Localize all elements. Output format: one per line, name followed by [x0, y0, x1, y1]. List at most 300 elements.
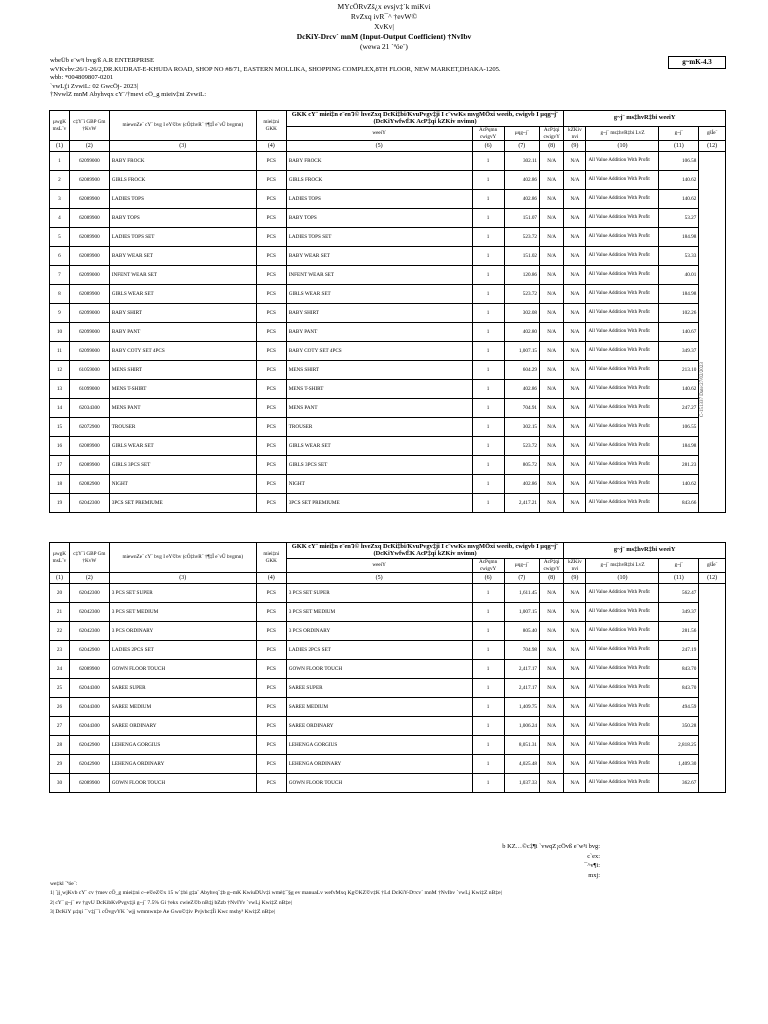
- row-unit: PCS: [256, 418, 286, 437]
- row-hs-code: 62089900: [69, 228, 109, 247]
- row-price: 523.72: [504, 228, 539, 247]
- row-product-name: TROUSER: [109, 418, 256, 437]
- col-num: (4): [256, 141, 286, 152]
- row-price: 402.86: [504, 171, 539, 190]
- table-row: [50, 361, 726, 380]
- row-hs-code: 62099000: [69, 152, 109, 171]
- row-percent: N/A: [564, 660, 586, 679]
- row-price: 704.98: [504, 641, 539, 660]
- row-waste: N/A: [540, 475, 564, 494]
- company-name: wbeÜb e¨w³i bvg/ß A.R ENTERPRISE: [50, 57, 154, 64]
- row-input-name: SAREE SUPER: [286, 679, 472, 698]
- govt-title: MYcÖRvZš¿x evsjv‡`k miKvi: [337, 2, 431, 11]
- row-hs-code: 61099000: [69, 380, 109, 399]
- row-percent: N/A: [564, 755, 586, 774]
- row-input-name: 3PCS SET PREMIUME: [286, 494, 472, 513]
- side-print-code: C-151337 Date:27/02/2023: [700, 362, 705, 417]
- row-hs-code: 62089900: [69, 247, 109, 266]
- row-percent: N/A: [564, 323, 586, 342]
- row-value: 184.98: [659, 285, 699, 304]
- note-item: 3| DcKiY µ‡qi `¨v‡j¨¨i cÖvgvYK `wjj wmmwn‡e Ae Gwu©‡iv Pvjvbc‡Îi Kwc mshy³ Kwi‡Z nB‡e|: [50, 909, 275, 916]
- row-waste: N/A: [540, 247, 564, 266]
- row-value: 494.59: [659, 698, 699, 717]
- col-num: (3): [109, 141, 256, 152]
- row-hs-code: 62089900: [69, 209, 109, 228]
- row-va-head: All Value Addition With Profit: [586, 266, 659, 285]
- row-percent: N/A: [564, 152, 586, 171]
- submission-date: `vwLj¦i ZvwiL: 02 GwcÖj- 2023|: [50, 82, 138, 90]
- th-supply-unit: miei‡ni GKK: [256, 543, 286, 573]
- row-percent: N/A: [564, 698, 586, 717]
- signature-label: ¯^v¶i:: [584, 862, 600, 869]
- row-value: 102.26: [659, 304, 699, 323]
- row-percent: N/A: [564, 247, 586, 266]
- row-unit: PCS: [256, 584, 286, 603]
- row-price: 302.15: [504, 418, 539, 437]
- col-num: (11): [659, 141, 699, 152]
- th-percent: kZKiv nvi: [564, 127, 586, 141]
- row-input-name: GIRLS WEAR SET: [286, 437, 472, 456]
- row-value: 140.62: [659, 190, 699, 209]
- row-qty: 1: [472, 660, 504, 679]
- row-product-name: GIRLS FROCK: [109, 171, 256, 190]
- th-input-group: GKK cY¨ miei‡n e¨enว© hveZxq DcKi‡bi/KvuPvgv‡ji I c¨vwKs mvgMÖxi weeib, cwigvb I µqg~j¨ (DcKiYwfwËK AcP‡qi kZKiv nvimn): [286, 543, 564, 559]
- row-qty: 1: [472, 736, 504, 755]
- row-qty: 1: [472, 380, 504, 399]
- col-num: (5): [286, 573, 472, 584]
- table-row: [50, 736, 726, 755]
- row-qty: 1: [472, 698, 504, 717]
- row-va-head: All Value Addition With Profit: [586, 494, 659, 513]
- row-qty: 1: [472, 285, 504, 304]
- designation-label: c`ex:: [587, 852, 600, 860]
- row-va-head: All Value Addition With Profit: [586, 285, 659, 304]
- row-price: 402.86: [504, 190, 539, 209]
- col-num: (10): [586, 141, 659, 152]
- row-input-name: GOWN FLOOR TOUCH: [286, 660, 472, 679]
- row-input-name: 3 PCS SET SUPER: [286, 584, 472, 603]
- row-serial: 5: [50, 228, 70, 247]
- table-row: [50, 190, 726, 209]
- row-product-name: INFENT WEAR SET: [109, 266, 256, 285]
- row-waste: N/A: [540, 323, 564, 342]
- row-serial: 17: [50, 456, 70, 475]
- row-va-head: All Value Addition With Profit: [586, 755, 659, 774]
- th-va-head: g~j¨ ms‡hvR‡bi LvZ: [586, 559, 659, 573]
- row-serial: 10: [50, 323, 70, 342]
- row-price: 302.08: [504, 304, 539, 323]
- row-va-head: All Value Addition With Profit: [586, 641, 659, 660]
- row-value: 213.10: [659, 361, 699, 380]
- row-unit: PCS: [256, 622, 286, 641]
- row-serial: 25: [50, 679, 70, 698]
- row-input-name: GOWN FLOOR TOUCH: [286, 774, 472, 793]
- row-value: 349.37: [659, 603, 699, 622]
- row-serial: 19: [50, 494, 70, 513]
- row-product-name: BABY FROCK: [109, 152, 256, 171]
- row-product-name: LEHENGA GORGIUS: [109, 736, 256, 755]
- table-row: [50, 456, 726, 475]
- row-value: 1,409.30: [659, 755, 699, 774]
- row-waste: N/A: [540, 171, 564, 190]
- row-hs-code: 62082900: [69, 475, 109, 494]
- row-input-name: GIRLS 3PCS SET: [286, 456, 472, 475]
- row-waste: N/A: [540, 190, 564, 209]
- th-serial: µwgK msL¨v: [50, 111, 70, 141]
- row-unit: PCS: [256, 494, 286, 513]
- row-serial: 9: [50, 304, 70, 323]
- table-row: [50, 418, 726, 437]
- row-price: 2,417.17: [504, 679, 539, 698]
- row-price: 302.11: [504, 152, 539, 171]
- coefficient-table-2: [49, 542, 726, 793]
- row-waste: N/A: [540, 152, 564, 171]
- row-product-name: 3 PCS SET MEDIUM: [109, 603, 256, 622]
- row-serial: 6: [50, 247, 70, 266]
- table-1-body: [50, 152, 726, 513]
- row-qty: 1: [472, 190, 504, 209]
- row-input-name: BABY TOPS: [286, 209, 472, 228]
- row-value: 40.01: [659, 266, 699, 285]
- row-percent: N/A: [564, 437, 586, 456]
- row-price: 1,006.24: [504, 717, 539, 736]
- col-num: (2): [69, 573, 109, 584]
- row-product-name: 3PCS SET PREMIUME: [109, 494, 256, 513]
- row-serial: 20: [50, 584, 70, 603]
- company-info: [50, 57, 501, 100]
- row-va-head: All Value Addition With Profit: [586, 399, 659, 418]
- row-waste: N/A: [540, 679, 564, 698]
- th-hs-code: c‡Y¨i GBP Gm †KvW: [69, 111, 109, 141]
- row-waste: N/A: [540, 660, 564, 679]
- row-unit: PCS: [256, 755, 286, 774]
- row-waste: N/A: [540, 285, 564, 304]
- row-waste: N/A: [540, 603, 564, 622]
- table-row: [50, 774, 726, 793]
- row-product-name: GIRLS WEAR SET: [109, 437, 256, 456]
- row-value: 184.98: [659, 228, 699, 247]
- row-value: 140.62: [659, 380, 699, 399]
- th-waste-qty: AcP‡qi cwigvY: [540, 559, 564, 573]
- row-qty: 1: [472, 475, 504, 494]
- th-serial: µwgK msL¨v: [50, 543, 70, 573]
- row-hs-code: 62089900: [69, 190, 109, 209]
- row-input-name: MENS T-SHIRT: [286, 380, 472, 399]
- row-price: 1,611.45: [504, 584, 539, 603]
- seal-label: mxj:: [588, 871, 600, 879]
- col-num: (9): [564, 141, 586, 152]
- row-input-name: SAREE MEDIUM: [286, 698, 472, 717]
- row-qty: 1: [472, 755, 504, 774]
- row-hs-code: 62089900: [69, 437, 109, 456]
- row-unit: PCS: [256, 641, 286, 660]
- row-percent: N/A: [564, 717, 586, 736]
- table-row: [50, 209, 726, 228]
- row-qty: 1: [472, 171, 504, 190]
- row-qty: 1: [472, 774, 504, 793]
- row-qty: 1: [472, 361, 504, 380]
- form-title: DcKiY-Drcv` mnM (Input-Output Coefficient) †NvIbv: [296, 32, 472, 41]
- row-unit: PCS: [256, 717, 286, 736]
- row-percent: N/A: [564, 584, 586, 603]
- row-value: 247.19: [659, 641, 699, 660]
- row-waste: N/A: [540, 755, 564, 774]
- col-num: (5): [286, 141, 472, 152]
- row-hs-code: 62099000: [69, 304, 109, 323]
- row-input-name: LADIES TOPS: [286, 190, 472, 209]
- row-percent: N/A: [564, 171, 586, 190]
- row-value: 106.55: [659, 418, 699, 437]
- row-input-name: MENS PANT: [286, 399, 472, 418]
- th-value-group: g~j¨ ms‡hvR‡bi weeiY: [564, 543, 726, 559]
- row-unit: PCS: [256, 190, 286, 209]
- row-remarks: [699, 152, 726, 513]
- row-percent: N/A: [564, 456, 586, 475]
- row-serial: 23: [50, 641, 70, 660]
- th-qty-with-waste: AcPqmn cwigvY: [472, 559, 504, 573]
- row-qty: 1: [472, 622, 504, 641]
- row-value: 53.33: [659, 247, 699, 266]
- table-row: [50, 152, 726, 171]
- row-input-name: LADIES 2PCS SET: [286, 641, 472, 660]
- row-price: 1,409.75: [504, 698, 539, 717]
- note-item: 1| `jj¸wjKvb cY¨ cv †mev cÖ_g miei‡ni c~e©eZ©x 15 w`‡bi g‡a¨ Abyhvq¨‡b g~mK KwiuDUv‡i wmè‡¯§g ev manuaLv wefvMxq Kg©KZ©v‡K †Ld DcKiY-D¤cv` mnM †NvIbv `vwLj Kwi‡Z nB‡e|: [50, 890, 502, 897]
- row-va-head: All Value Addition With Profit: [586, 584, 659, 603]
- th-input-group: GKK cY¨ miei‡n e¨enว© hveZxq DcKi‡bi/KvuPvgv‡ji I c¨vwKs mvgMÖxi weeib, cwigvb I µqg~j¨ (DcKiYwfwËK AcP‡qi kZKiv nvimn): [286, 111, 564, 127]
- row-qty: 1: [472, 247, 504, 266]
- th-remarks: gšÍe¨: [699, 127, 726, 141]
- row-input-name: INFENT WEAR SET: [286, 266, 472, 285]
- row-waste: N/A: [540, 399, 564, 418]
- row-percent: N/A: [564, 641, 586, 660]
- th-product-desc: miewnZe¨ cY¨ bvg I eY©bv (cÖ‡hvR¨ †¶‡Î e¨vÛ bvgmn): [109, 111, 256, 141]
- row-waste: N/A: [540, 584, 564, 603]
- row-hs-code: 62089900: [69, 171, 109, 190]
- col-num: (7): [504, 573, 539, 584]
- row-qty: 1: [472, 494, 504, 513]
- row-unit: PCS: [256, 475, 286, 494]
- row-price: 704.91: [504, 399, 539, 418]
- row-unit: PCS: [256, 361, 286, 380]
- row-hs-code: 62044300: [69, 698, 109, 717]
- row-unit: PCS: [256, 660, 286, 679]
- row-hs-code: 62042300: [69, 622, 109, 641]
- row-input-name: GIRLS FROCK: [286, 171, 472, 190]
- row-unit: PCS: [256, 342, 286, 361]
- row-price: 2,417.21: [504, 494, 539, 513]
- row-va-head: All Value Addition With Profit: [586, 171, 659, 190]
- row-waste: N/A: [540, 418, 564, 437]
- row-input-name: MENS SHIRT: [286, 361, 472, 380]
- signature-block: [480, 842, 600, 880]
- row-hs-code: 62089900: [69, 456, 109, 475]
- table-row: [50, 304, 726, 323]
- first-supply-date: †NvwlZ mnM Abyhvqx cY¨/†mevi cÖ_g mieiv‡ni ZvwiL:: [50, 91, 207, 99]
- row-serial: 13: [50, 380, 70, 399]
- table-row: [50, 755, 726, 774]
- row-va-head: All Value Addition With Profit: [586, 304, 659, 323]
- row-unit: PCS: [256, 437, 286, 456]
- row-price: 604.29: [504, 361, 539, 380]
- col-num: (4): [256, 573, 286, 584]
- row-qty: 1: [472, 209, 504, 228]
- row-hs-code: 62072900: [69, 418, 109, 437]
- row-value: 184.98: [659, 437, 699, 456]
- row-serial: 16: [50, 437, 70, 456]
- row-percent: N/A: [564, 679, 586, 698]
- th-waste-qty: AcP‡qi cwigvY: [540, 127, 564, 141]
- col-num: (12): [699, 573, 726, 584]
- row-price: 523.72: [504, 285, 539, 304]
- row-input-name: BABY PANT: [286, 323, 472, 342]
- row-price: 151.07: [504, 209, 539, 228]
- table-row: [50, 228, 726, 247]
- row-waste: N/A: [540, 622, 564, 641]
- table-row: [50, 603, 726, 622]
- row-input-name: LADIES TOPS SET: [286, 228, 472, 247]
- row-unit: PCS: [256, 171, 286, 190]
- col-num: (3): [109, 573, 256, 584]
- row-qty: 1: [472, 641, 504, 660]
- row-hs-code: 62099000: [69, 266, 109, 285]
- row-serial: 14: [50, 399, 70, 418]
- row-price: 2,417.17: [504, 660, 539, 679]
- row-product-name: GIRLS 3PCS SET: [109, 456, 256, 475]
- row-qty: 1: [472, 323, 504, 342]
- row-input-name: LEHENGA ORDINARY: [286, 755, 472, 774]
- row-va-head: All Value Addition With Profit: [586, 342, 659, 361]
- row-waste: N/A: [540, 641, 564, 660]
- row-va-head: All Value Addition With Profit: [586, 437, 659, 456]
- row-input-name: 3 PCS ORDINARY: [286, 622, 472, 641]
- table-row: [50, 380, 726, 399]
- table-row: [50, 285, 726, 304]
- row-percent: N/A: [564, 475, 586, 494]
- row-product-name: BABY COTY SET 4PCS: [109, 342, 256, 361]
- table-row: [50, 247, 726, 266]
- col-num: (8): [540, 573, 564, 584]
- row-value: 2,818.25: [659, 736, 699, 755]
- row-product-name: NIGHT: [109, 475, 256, 494]
- th-product-desc: miewnZe¨ cY¨ bvg I eY©bv (cÖ‡hvR¨ †¶‡Î e¨vÛ bvgmn): [109, 543, 256, 573]
- row-product-name: LADIES TOPS SET: [109, 228, 256, 247]
- col-num: (7): [504, 141, 539, 152]
- row-percent: N/A: [564, 266, 586, 285]
- row-product-name: LADIES 2PCS SET: [109, 641, 256, 660]
- row-va-head: All Value Addition With Profit: [586, 679, 659, 698]
- row-hs-code: 62089900: [69, 660, 109, 679]
- row-qty: 1: [472, 399, 504, 418]
- row-unit: PCS: [256, 399, 286, 418]
- row-serial: 30: [50, 774, 70, 793]
- table-row: [50, 475, 726, 494]
- table-row: [50, 266, 726, 285]
- row-input-name: BABY WEAR SET: [286, 247, 472, 266]
- row-serial: 26: [50, 698, 70, 717]
- row-hs-code: 62042300: [69, 494, 109, 513]
- row-unit: PCS: [256, 152, 286, 171]
- note-item: 2| cY¨ g~j¨ ev †gvU DcKibKvPvgv‡ji g~j¨ 7.5% Gi †ekx cwieZ©b nB‡j bZzb †NvIYv `vwLj Kwi‡Z nB‡e|: [50, 899, 292, 906]
- row-serial: 7: [50, 266, 70, 285]
- th-value: g~j¨: [659, 127, 699, 141]
- row-waste: N/A: [540, 380, 564, 399]
- row-unit: PCS: [256, 209, 286, 228]
- th-purchase-price: µqg~j¨: [504, 559, 539, 573]
- row-qty: 1: [472, 584, 504, 603]
- row-value: 350.28: [659, 717, 699, 736]
- row-price: 402.80: [504, 323, 539, 342]
- row-qty: 1: [472, 152, 504, 171]
- row-unit: PCS: [256, 247, 286, 266]
- row-hs-code: 62034300: [69, 399, 109, 418]
- row-product-name: SAREE MEDIUM: [109, 698, 256, 717]
- col-num: (11): [659, 573, 699, 584]
- row-unit: PCS: [256, 304, 286, 323]
- row-waste: N/A: [540, 736, 564, 755]
- notes-section: [50, 880, 502, 918]
- row-unit: PCS: [256, 603, 286, 622]
- row-waste: N/A: [540, 698, 564, 717]
- row-input-name: GIRLS WEAR SET: [286, 285, 472, 304]
- row-va-head: All Value Addition With Profit: [586, 228, 659, 247]
- row-percent: N/A: [564, 380, 586, 399]
- th-supply-unit: miei‡ni GKK: [256, 111, 286, 141]
- row-unit: PCS: [256, 736, 286, 755]
- row-qty: 1: [472, 603, 504, 622]
- col-num: (9): [564, 573, 586, 584]
- row-unit: PCS: [256, 266, 286, 285]
- row-percent: N/A: [564, 228, 586, 247]
- row-va-head: All Value Addition With Profit: [586, 603, 659, 622]
- table-row: [50, 494, 726, 513]
- row-serial: 2: [50, 171, 70, 190]
- row-value: 349.37: [659, 342, 699, 361]
- table-row: [50, 717, 726, 736]
- row-hs-code: 62042900: [69, 736, 109, 755]
- row-percent: N/A: [564, 304, 586, 323]
- row-waste: N/A: [540, 456, 564, 475]
- row-input-name: BABY COTY SET 4PCS: [286, 342, 472, 361]
- table-row: [50, 660, 726, 679]
- row-qty: 1: [472, 456, 504, 475]
- th-qty-with-waste: AcPqmn cwigvY: [472, 127, 504, 141]
- row-value: 281.56: [659, 622, 699, 641]
- row-price: 1,007.15: [504, 342, 539, 361]
- row-input-name: TROUSER: [286, 418, 472, 437]
- table-row: [50, 622, 726, 641]
- row-product-name: MENS T-SHIRT: [109, 380, 256, 399]
- company-address: wVKvbv:26/1-26/2,DR.KUDRAT-E-KHUDA ROAD, SHOP NO #8/71, EASTERN MOLLIKA, SHOPPING COMPLEX,8TH FLOOR, NEW MARKET,DHAKA-1205.: [50, 65, 501, 73]
- row-remarks: [699, 584, 726, 793]
- row-percent: N/A: [564, 399, 586, 418]
- row-serial: 3: [50, 190, 70, 209]
- row-input-name: BABY FROCK: [286, 152, 472, 171]
- row-unit: PCS: [256, 228, 286, 247]
- row-value: 140.67: [659, 323, 699, 342]
- row-va-head: All Value Addition With Profit: [586, 247, 659, 266]
- row-va-head: All Value Addition With Profit: [586, 152, 659, 171]
- row-product-name: 3 PCS ORDINARY: [109, 622, 256, 641]
- row-serial: 8: [50, 285, 70, 304]
- row-waste: N/A: [540, 266, 564, 285]
- row-va-head: All Value Addition With Profit: [586, 361, 659, 380]
- table-2-body: [50, 584, 726, 793]
- row-va-head: All Value Addition With Profit: [586, 456, 659, 475]
- city-title: XvKv|: [374, 22, 394, 31]
- row-hs-code: 62089900: [69, 774, 109, 793]
- row-value: 562.47: [659, 584, 699, 603]
- row-input-name: 3 PCS SET MEDIUM: [286, 603, 472, 622]
